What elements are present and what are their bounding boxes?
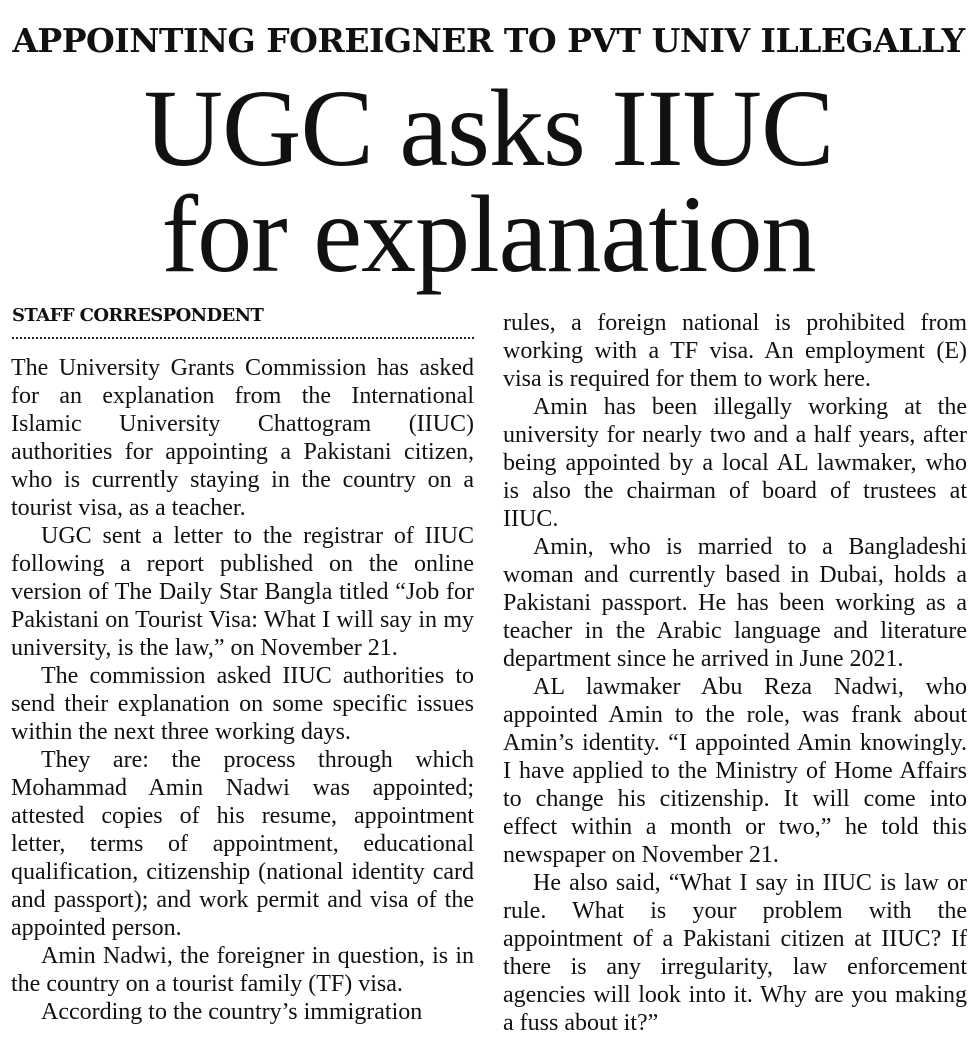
paragraph: Amin, who is married to a Bangladeshi woman and currently based in Dubai, holds a Pakistani passport. He has been working as a teacher in the Arabic language and literature department since he arrived in June 2021. (503, 534, 967, 672)
paragraph: Amin has been illegally working at the university for nearly two and a half years, after being appointed by a local AL lawmaker, who is also the chairman of board of trustees at IIUC. (503, 394, 967, 532)
paragraph: The University Grants Commission has asked for an explanation from the International Islamic University Chattogram (IIUC) authorities for appointing a Pakistani citizen, who is currently staying in the country on a tourist visa, as a teacher. (11, 355, 474, 521)
paragraph: He also said, “What I say in IIUC is law or rule. What is your problem with the appointment of a Pakistani citizen at IIUC? If there is any irregularity, law enforcement agencies will look into it. Why are you making a fuss about it?” (503, 870, 967, 1036)
paragraph: AL lawmaker Abu Reza Nadwi, who appointed Amin to the role, was frank about Amin’s identity. “I appointed Amin knowingly. I have applied to the Ministry of Home Affairs to change his citizenship. It will come into effect within a month or two,” he told this newspaper on November 21. (503, 674, 967, 868)
paragraph: rules, a foreign national is prohibited from working with a TF visa. An employment (E) visa is required for them to work here. (503, 310, 967, 392)
byline-divider (12, 337, 474, 339)
paragraph: The commission asked IIUC authorities to send their explanation on some specific issues within the next three working days. (11, 663, 474, 745)
paragraph: They are: the process through which Mohammad Amin Nadwi was appointed; attested copies of his resume, appointment letter, terms of appointment, educational qualification, citizenship (national identity card and passport); and work permit and visa of the appointed person. (11, 747, 474, 941)
headline-line-1: UGC asks IIUC (143, 67, 834, 189)
headline-line-2: for explanation (161, 173, 816, 295)
article-column-right (503, 309, 967, 1037)
paragraph: According to the country’s immigration (41, 999, 423, 1025)
byline: STAFF CORRESPONDENT (12, 305, 264, 326)
kicker: APPOINTING FOREIGNER TO PVT UNIV ILLEGALLY (12, 21, 965, 60)
paragraph: UGC sent a letter to the registrar of IIUC following a report published on the online version of The Daily Star Bangla titled “Job for Pakistani on Tourist Visa: What I will say in my university, is the law,” on November 21. (11, 523, 474, 661)
article-column-left (11, 354, 474, 1026)
paragraph: Amin Nadwi, the foreigner in question, is in the country on a tourist family (TF) visa. (11, 943, 474, 997)
